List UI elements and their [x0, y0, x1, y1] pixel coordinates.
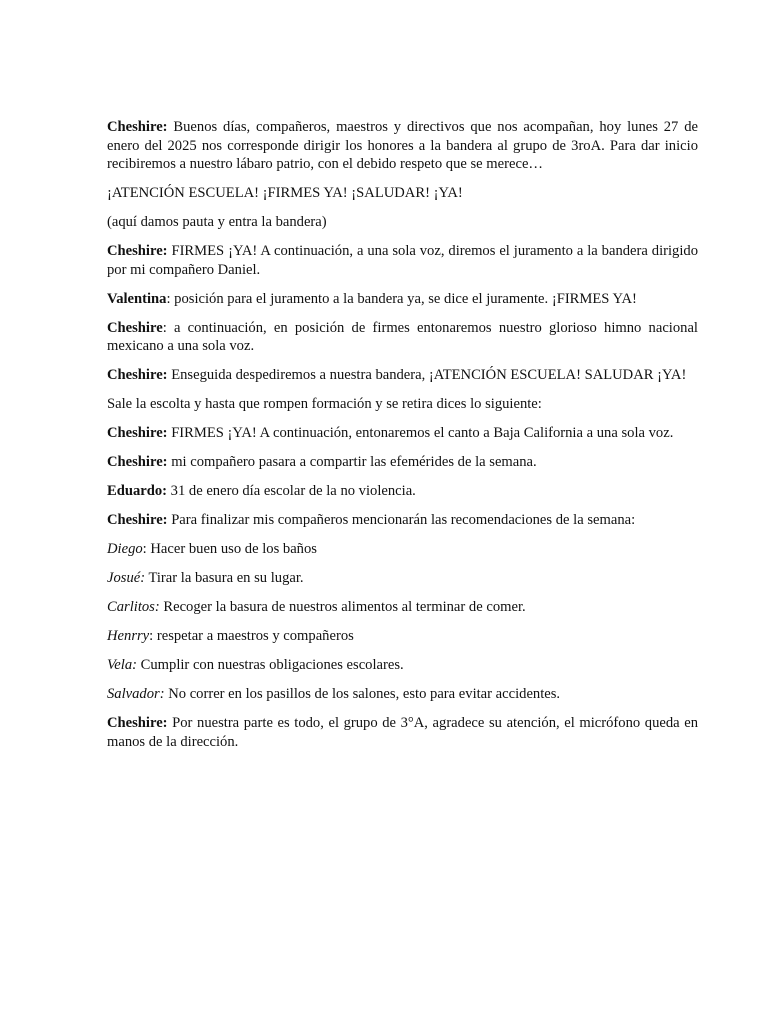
- paragraph-3: [107, 213, 698, 232]
- speaker-name: Josué:: [107, 570, 146, 586]
- paragraph-text: (aquí damos pauta y entra la bandera): [107, 214, 327, 230]
- paragraph-5: [107, 290, 698, 309]
- paragraph-text: Buenos días, compañeros, maestros y directivos que nos acompañan, hoy lunes 27 de enero del 2025 nos corresponde dirigir los honores a la bandera al grupo de 3roA. Para dar inicio recibiremos a nuestro lábaro patrio, con el debido respeto que se merece…: [107, 119, 698, 172]
- paragraph-9: [107, 424, 698, 443]
- paragraph-2: [107, 184, 698, 203]
- paragraph-text: Para finalizar mis compañeros mencionarán las recomendaciones de la semana:: [167, 512, 636, 528]
- paragraph-text: : respetar a maestros y compañeros: [149, 628, 354, 644]
- speaker-name: Salvador:: [107, 686, 165, 702]
- paragraph-11: [107, 482, 698, 501]
- paragraph-text: Por nuestra parte es todo, el grupo de 3°A, agradece su atención, el micrófono queda en manos de la dirección.: [107, 715, 698, 750]
- speaker-name: Vela:: [107, 657, 137, 673]
- paragraph-text: Recoger la basura de nuestros alimentos al terminar de comer.: [159, 599, 526, 615]
- speaker-name: Cheshire:: [107, 715, 168, 731]
- speaker-name: Cheshire:: [107, 454, 168, 470]
- paragraph-19: [107, 714, 698, 751]
- speaker-name: Cheshire:: [107, 512, 168, 528]
- speaker-name: Cheshire:: [107, 119, 168, 135]
- speaker-name: Cheshire:: [107, 367, 168, 383]
- paragraph-14: [107, 569, 698, 588]
- paragraph-15: [107, 598, 698, 617]
- paragraph-4: [107, 242, 698, 279]
- speaker-name: Cheshire: [107, 319, 163, 336]
- paragraph-text: : a continuación, en posición de firmes entonaremos nuestro glorioso himno nacional mexicano a una sola voz.: [107, 319, 698, 354]
- paragraph-text: Cumplir con nuestras obligaciones escolares.: [137, 657, 404, 673]
- paragraph-text: 31 de enero día escolar de la no violencia.: [167, 483, 416, 499]
- speaker-name: Cheshire:: [107, 425, 168, 441]
- paragraph-text: FIRMES ¡YA! A continuación, entonaremos el canto a Baja California a una sola voz.: [167, 425, 674, 441]
- paragraph-text: : posición para el juramento a la bandera ya, se dice el juramente. ¡FIRMES YA!: [166, 290, 637, 307]
- paragraph-text: ¡ATENCIÓN ESCUELA! ¡FIRMES YA! ¡SALUDAR! ¡YA!: [107, 185, 463, 201]
- paragraph-18: [107, 685, 698, 704]
- paragraph-text: Sale la escolta y hasta que rompen formación y se retira dices lo siguiente:: [107, 396, 542, 412]
- paragraph-text: : Hacer buen uso de los baños: [142, 541, 317, 557]
- paragraph-17: [107, 656, 698, 675]
- paragraph-8: [107, 395, 698, 414]
- speaker-name: Henrry: [107, 628, 150, 644]
- paragraph-1: [107, 118, 698, 174]
- paragraph-text: No correr en los pasillos de los salones, esto para evitar accidentes.: [164, 686, 561, 702]
- document-body: [107, 118, 698, 762]
- speaker-name: Eduardo:: [107, 483, 168, 499]
- speaker-name: Diego: [107, 541, 143, 557]
- paragraph-text: Enseguida despediremos a nuestra bandera, ¡ATENCIÓN ESCUELA! SALUDAR ¡YA!: [167, 367, 687, 383]
- paragraph-text: mi compañero pasara a compartir las efemérides de la semana.: [167, 454, 537, 470]
- paragraph-16: [107, 627, 698, 646]
- paragraph-12: [107, 511, 698, 530]
- speaker-name: Valentina: [107, 290, 167, 307]
- paragraph-6: [107, 319, 698, 356]
- speaker-name: Carlitos:: [107, 599, 160, 615]
- speaker-name: Cheshire:: [107, 243, 168, 259]
- paragraph-13: [107, 540, 698, 559]
- paragraph-text: Tirar la basura en su lugar.: [145, 570, 304, 586]
- paragraph-7: [107, 366, 698, 385]
- paragraph-10: [107, 453, 698, 472]
- paragraph-text: FIRMES ¡YA! A continuación, a una sola voz, diremos el juramento a la bandera dirigido por mi compañero Daniel.: [107, 243, 698, 278]
